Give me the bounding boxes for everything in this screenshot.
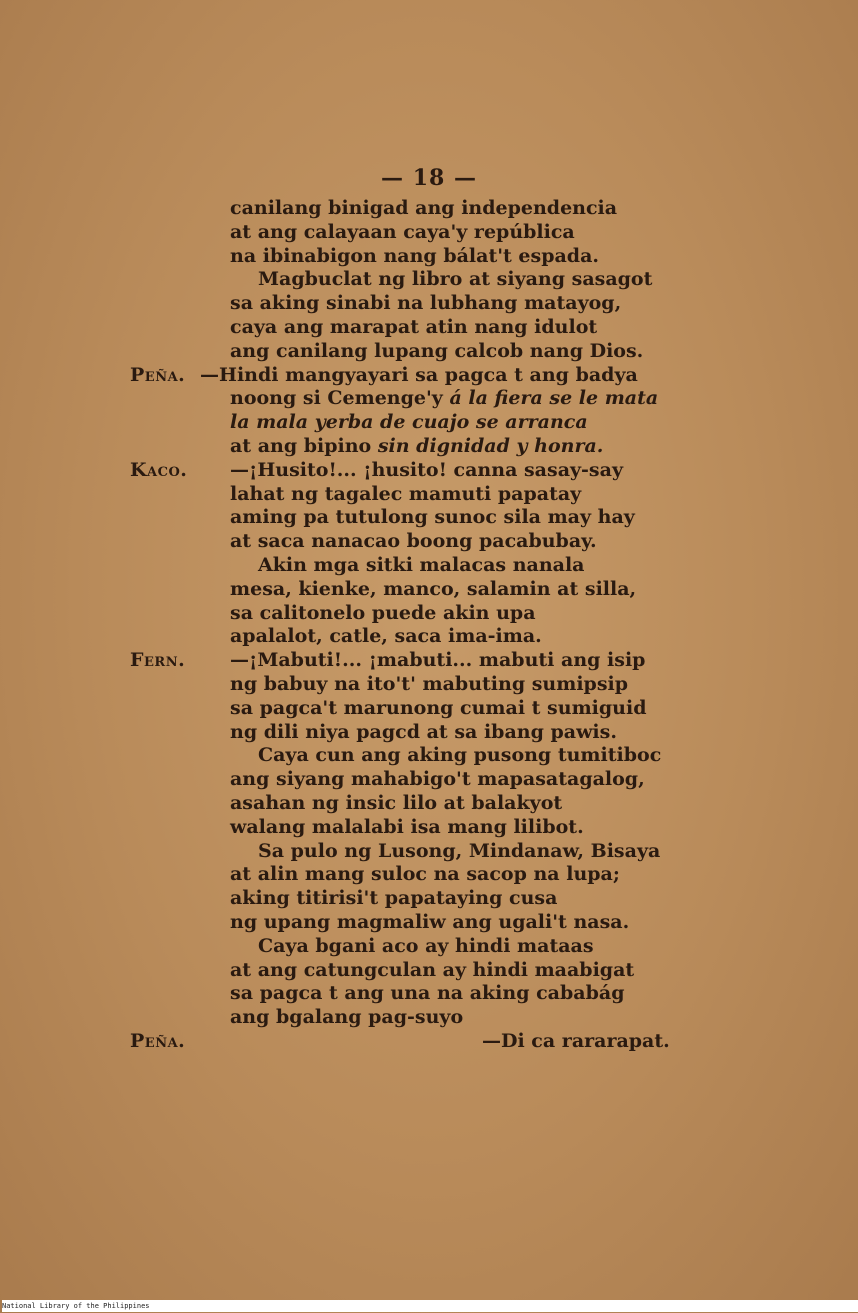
verse-line: [0, 815, 858, 839]
verse-roman: sa pagca't marunong cumai t sumiguid: [230, 696, 647, 719]
verse-line: [0, 1029, 858, 1053]
verse-text: [230, 815, 584, 839]
verse-text: [230, 696, 647, 720]
verse-roman: —¡Mabuti!... ¡mabuti... mabuti ang isip: [230, 649, 646, 672]
verse-line: [0, 458, 858, 482]
verse-line: [0, 482, 858, 506]
verse-text: [230, 601, 536, 625]
verse-text: [230, 672, 628, 696]
verse-line: [0, 529, 858, 553]
verse-roman: ang bgalang pag-suyo: [230, 1006, 464, 1029]
verse-line: [0, 434, 858, 458]
verse-line: [0, 886, 858, 910]
verse-text: [258, 934, 594, 958]
verse-roman: sa aking sinabi na lubhang matayog,: [230, 292, 622, 315]
verse-text: [230, 720, 617, 744]
verse-line: [0, 934, 858, 958]
verse-roman: at saca nanacao boong pacabubay.: [230, 530, 597, 553]
verse-text: [230, 220, 575, 244]
verse-roman: at alin mang suloc na sacop na lupa;: [230, 863, 620, 886]
library-footer: National Library of the Philippines: [2, 1300, 858, 1312]
verse-text: [230, 958, 634, 982]
verse-line: [0, 505, 858, 529]
verse-line: [0, 196, 858, 220]
verse-line: [0, 386, 858, 410]
verse-text: [258, 839, 660, 863]
verse-roman: —Di ca rararapat.: [482, 1030, 670, 1052]
verse-line: [0, 244, 858, 268]
verse-text: [230, 1005, 463, 1029]
verse-roman: caya ang marapat atin nang idulot: [230, 316, 598, 338]
verse-roman: ng babuy na ito't' mabuting sumipsip: [230, 673, 629, 695]
verse-text: [230, 434, 603, 458]
verse-italic: sin dignidad y honra.: [377, 435, 604, 457]
verse-text: [482, 1029, 670, 1053]
verse-line: [0, 624, 858, 648]
speaker-name: Peña.: [130, 1030, 186, 1052]
verse-line: [0, 767, 858, 791]
verse-roman: Magbuclat ng libro at siyang sasagot: [258, 268, 653, 291]
page-number: — 18 —: [381, 165, 477, 191]
verse-line: [0, 720, 858, 744]
verse-roman: lahat ng tagalec mamuti papatay: [230, 482, 582, 505]
verse-roman: sa calitonelo puede akin upa: [230, 601, 536, 624]
verse-line: [0, 958, 858, 982]
verse-roman: noong si Cemenge'y: [230, 387, 450, 410]
speaker-name: Fern.: [130, 649, 186, 672]
verse-text: [230, 315, 597, 339]
verse-text: [230, 244, 599, 268]
verse-roman: na ibinabigon nang bálat't espada.: [230, 244, 600, 267]
verse-text: [230, 862, 620, 886]
verse-line: [0, 220, 858, 244]
verse-italic: á la fiera se le mata: [449, 387, 659, 410]
verse-text: [230, 410, 588, 434]
verse-roman: ng dili niya pagcd at sa ibang pawis.: [230, 720, 617, 743]
verse-roman: Caya cun ang aking pusong tumitiboc: [258, 744, 662, 767]
verse-line: [0, 696, 858, 720]
speaker-name: Peña.: [130, 363, 186, 386]
verse-roman: aming pa tutulong sunoc sila may hay: [230, 506, 635, 529]
verse-line: [0, 410, 858, 434]
verse-roman: at ang bipino: [230, 435, 378, 457]
verse-roman: ang canilang lupang calcob nang Dios.: [230, 339, 644, 362]
verse-line: [0, 553, 858, 577]
verse-text: [230, 482, 581, 506]
verse-line: [0, 339, 858, 363]
verse-roman: mesa, kienke, manco, salamin at silla,: [230, 577, 637, 600]
verse-text: [230, 981, 624, 1005]
verse-roman: sa pagca t ang una na aking cababág: [230, 982, 625, 1005]
verse-line: [0, 910, 858, 934]
verse-line: [0, 791, 858, 815]
verse-roman: —Hindi mangyayari sa pagca t ang badya: [200, 363, 638, 386]
verse-roman: ng upang magmaliw ang ugali't nasa.: [230, 911, 630, 933]
verse-text: [200, 363, 638, 387]
verse-text: [230, 886, 557, 910]
verse-text: [230, 529, 597, 553]
verse-line: [0, 601, 858, 625]
verse-line: [0, 743, 858, 767]
verse-line: [0, 363, 858, 387]
verse-text: [230, 196, 617, 220]
verse-line: [0, 862, 858, 886]
verse-text: [230, 577, 636, 601]
verse-roman: canilang binigad ang independencia: [230, 197, 618, 219]
verse-text: [230, 910, 629, 934]
verse-text: [230, 648, 645, 672]
verse-text: [230, 339, 643, 363]
verse-text: [230, 505, 635, 529]
verse-line: [0, 1005, 858, 1029]
verse-roman: Sa pulo ng Lusong, Mindanaw, Bisaya: [258, 839, 661, 862]
verse-text: [230, 767, 645, 791]
verse-text: [230, 791, 562, 815]
verse-line: [0, 577, 858, 601]
verse-line: [0, 648, 858, 672]
verse-roman: asahan ng insic lilo at balakyot: [230, 792, 563, 814]
verse-roman: aking titirisi't papataying cusa: [230, 887, 558, 910]
verse-line: [0, 981, 858, 1005]
verse-text: [230, 624, 542, 648]
speaker-name: Kaco.: [130, 458, 188, 481]
verse-line: [0, 267, 858, 291]
verse-text: [230, 291, 621, 315]
verse-roman: apalalot, catle, saca ima-ima.: [230, 625, 542, 648]
verse-text: [258, 267, 652, 291]
verse-line: [0, 672, 858, 696]
verse-roman: —¡Husito!... ¡husito! canna sasay-say: [230, 458, 623, 481]
verse-roman: Caya bgani aco ay hindi mataas: [258, 934, 594, 957]
verse-line: [0, 291, 858, 315]
verse-italic: la mala yerba de cuajo se arranca: [230, 411, 588, 434]
verse-text: [258, 553, 584, 577]
verse-roman: at ang calayaan caya'y república: [230, 220, 575, 243]
verse-roman: ang siyang mahabigo't mapasatagalog,: [230, 768, 645, 791]
verse-text: [230, 458, 623, 482]
verse-roman: walang malalabi isa mang lilibot.: [230, 815, 584, 838]
verse-text: [230, 386, 658, 410]
verse-roman: at ang catungculan ay hindi maabigat: [230, 958, 635, 981]
verse-roman: Akin mga sitki malacas nanala: [258, 554, 585, 576]
verse-text: [258, 743, 661, 767]
verse-line: [0, 315, 858, 339]
verse-line: [0, 839, 858, 863]
